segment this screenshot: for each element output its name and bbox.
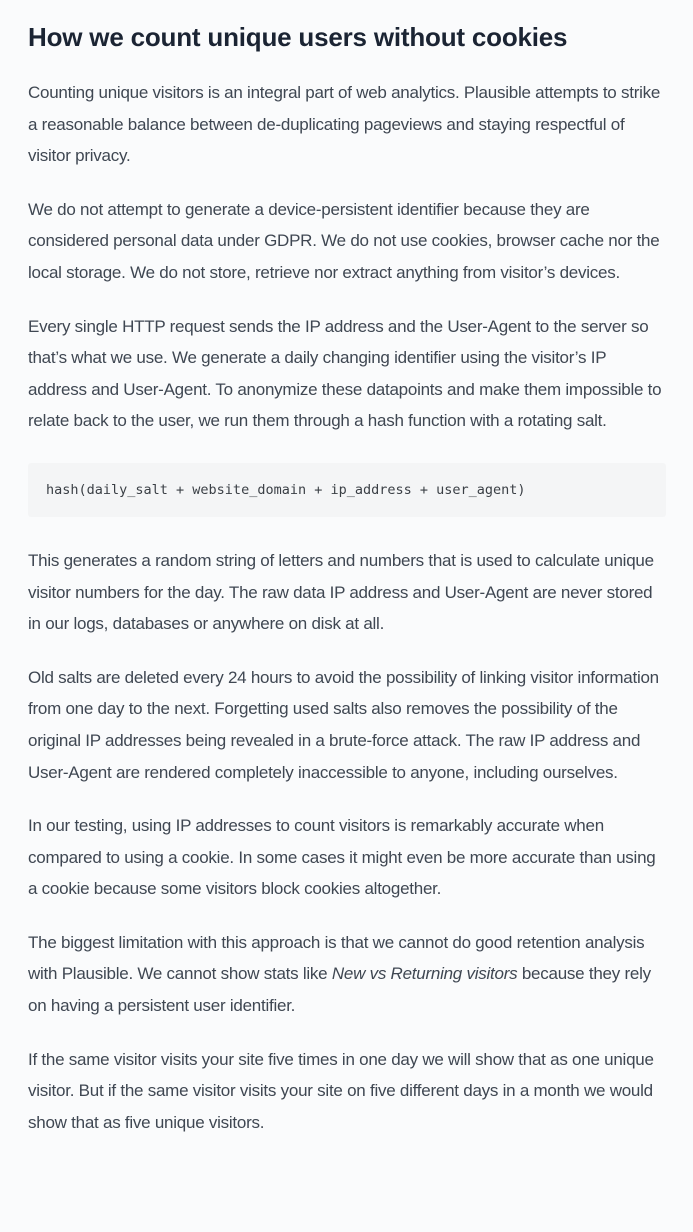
hash-formula-code: hash(daily_salt + website_domain + ip_address + user_agent) bbox=[46, 481, 526, 498]
paragraph-old-salts: Old salts are deleted every 24 hours to avoid the possibility of linking visitor information from one day to the next. Forgetting used salts also removes the possibility of the original IP addresses being revealed in a brute-force attack. The raw IP address and User-Agent are rendered completely inaccessible to anyone, including ourselves. bbox=[28, 667, 659, 782]
paragraph-accuracy: In our testing, using IP addresses to count visitors is remarkably accurate when compared to using a cookie. In some cases it might even be more accurate than using a cookie because some visitors block cookies altogether. bbox=[28, 816, 656, 899]
paragraph-five-visits-example: If the same visitor visits your site five times in one day we will show that as one unique visitor. But if the same visitor visits your site on five different days in a month we would show that as five unique visitors. bbox=[28, 1049, 654, 1132]
paragraph-intro: Counting unique visitors is an integral part of web analytics. Plausible attempts to strike a reasonable balance between de-duplicating pageviews and staying respectful of visitor privacy. bbox=[28, 83, 661, 166]
paragraph-daily-identifier: Every single HTTP request sends the IP address and the User-Agent to the server so that’s what we use. We generate a daily changing identifier using the visitor’s IP address and User-Agent. To anonymize these datapoints and make them impossible to relate back to the user, we run them through a hash function with a rotating salt. bbox=[28, 316, 662, 431]
paragraph-limitation bbox=[28, 927, 666, 1022]
limitation-text-before: The biggest limitation with this approach is that we cannot do good retention analysis with Plausible. We cannot show stats like bbox=[28, 932, 645, 984]
code-block bbox=[28, 463, 666, 517]
page-title: How we count unique users without cookies bbox=[28, 22, 568, 52]
paragraph-no-persistent-identifier: We do not attempt to generate a device-persistent identifier because they are considered personal data under GDPR. We do not use cookies, browser cache nor the local storage. We do not store, retrieve nor extract anything from visitor’s devices. bbox=[28, 199, 660, 282]
paragraph-random-string: This generates a random string of letters and numbers that is used to calculate unique visitor numbers for the day. The raw data IP address and User-Agent are never stored in our logs, databases or anywhere on disk at all. bbox=[28, 550, 654, 634]
limitation-italic-phrase: New vs Returning visitors bbox=[331, 964, 518, 984]
limitation-text-after: because they rely on having a persistent user identifier. bbox=[28, 964, 651, 1016]
